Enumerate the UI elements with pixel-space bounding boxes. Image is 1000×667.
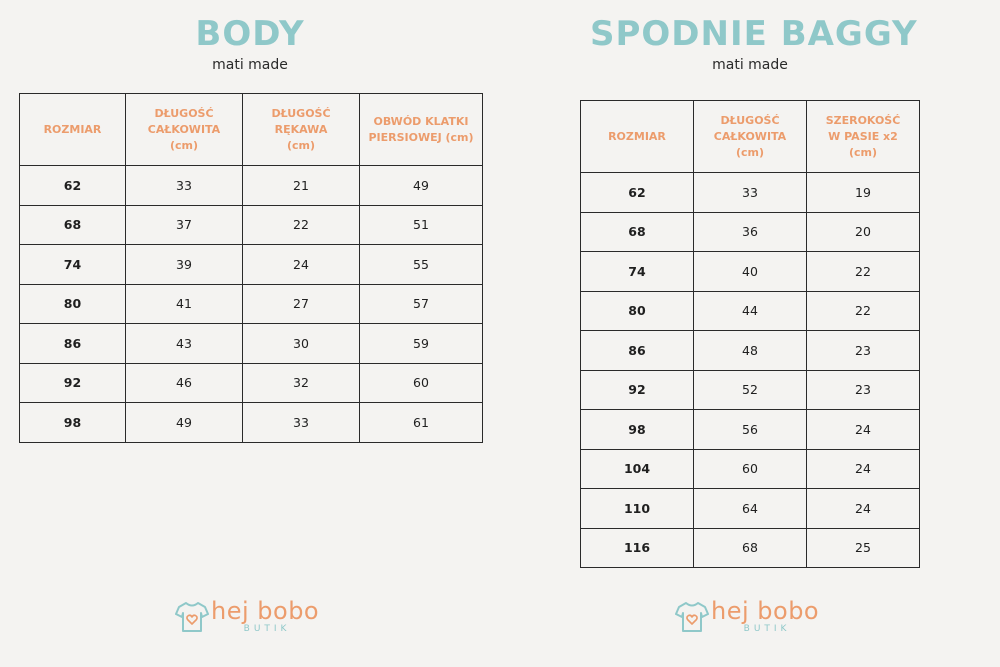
table-row — [581, 291, 920, 331]
measurement-cell: 30 — [243, 324, 360, 364]
header-rozmiar: ROZMIAR — [20, 94, 126, 166]
size-cell: 62 — [20, 166, 126, 206]
measurement-cell: 33 — [126, 166, 243, 206]
measurement-cell: 27 — [243, 284, 360, 324]
measurement-cell: 22 — [243, 205, 360, 245]
measurement-cell: 22 — [807, 252, 920, 292]
size-cell: 98 — [581, 410, 694, 450]
measurement-cell: 59 — [360, 324, 483, 364]
measurement-cell: 20 — [807, 212, 920, 252]
tshirt-heart-icon — [175, 600, 209, 634]
measurement-cell: 43 — [126, 324, 243, 364]
brand-name: hej bobo — [711, 597, 820, 625]
brand-sub: BUTIK — [243, 624, 291, 634]
size-cell: 92 — [581, 370, 694, 410]
header-dlugosc-calkowita: DŁUGOŚĆ CAŁKOWITA (cm) — [694, 101, 807, 173]
measurement-cell: 25 — [807, 528, 920, 568]
measurement-cell: 39 — [126, 245, 243, 285]
body-subtitle: mati made — [212, 57, 288, 73]
measurement-cell: 24 — [807, 489, 920, 529]
size-cell: 68 — [581, 212, 694, 252]
measurement-cell: 24 — [807, 410, 920, 450]
body-size-table — [19, 93, 483, 443]
size-cell: 86 — [581, 331, 694, 371]
measurement-cell: 33 — [694, 173, 807, 213]
measurement-cell: 64 — [694, 489, 807, 529]
table-row — [581, 212, 920, 252]
measurement-cell: 49 — [126, 403, 243, 443]
header-rozmiar: ROZMIAR — [581, 101, 694, 173]
measurement-cell: 36 — [694, 212, 807, 252]
table-row — [20, 284, 483, 324]
size-cell: 98 — [20, 403, 126, 443]
measurement-cell: 23 — [807, 331, 920, 371]
size-cell: 62 — [581, 173, 694, 213]
table-row — [581, 252, 920, 292]
measurement-cell: 44 — [694, 291, 807, 331]
measurement-cell: 33 — [243, 403, 360, 443]
table-row — [581, 528, 920, 568]
tshirt-heart-icon — [675, 600, 709, 634]
measurement-cell: 61 — [360, 403, 483, 443]
measurement-cell: 32 — [243, 363, 360, 403]
size-cell: 80 — [20, 284, 126, 324]
table-row — [20, 245, 483, 285]
measurement-cell: 68 — [694, 528, 807, 568]
measurement-cell: 21 — [243, 166, 360, 206]
table-row — [581, 173, 920, 213]
measurement-cell: 46 — [126, 363, 243, 403]
measurement-cell: 37 — [126, 205, 243, 245]
measurement-cell: 24 — [243, 245, 360, 285]
body-title: BODY — [195, 14, 305, 54]
measurement-cell: 60 — [694, 449, 807, 489]
measurement-cell: 55 — [360, 245, 483, 285]
brand-sub: BUTIK — [743, 624, 791, 634]
measurement-cell: 24 — [807, 449, 920, 489]
table-row — [20, 205, 483, 245]
table-row — [20, 403, 483, 443]
size-cell: 68 — [20, 205, 126, 245]
brand-logo-right — [675, 598, 819, 635]
header-szerokosc-w-pasie: SZEROKOŚĆ W PASIE x2 (cm) — [807, 101, 920, 173]
measurement-cell: 57 — [360, 284, 483, 324]
table-row — [581, 410, 920, 450]
table-row — [20, 324, 483, 364]
header-dlugosc-rekawa: DŁUGOŚĆ RĘKAWA (cm) — [243, 94, 360, 166]
table-row — [581, 489, 920, 529]
brand-name: hej bobo — [211, 597, 320, 625]
measurement-cell: 49 — [360, 166, 483, 206]
header-dlugosc-calkowita: DŁUGOŚĆ CAŁKOWITA (cm) — [126, 94, 243, 166]
size-cell: 86 — [20, 324, 126, 364]
size-cell: 104 — [581, 449, 694, 489]
brand-logo-left — [175, 598, 319, 635]
pants-subtitle: mati made — [712, 57, 788, 73]
table-row — [20, 363, 483, 403]
measurement-cell: 51 — [360, 205, 483, 245]
size-cell: 80 — [581, 291, 694, 331]
measurement-cell: 56 — [694, 410, 807, 450]
table-row — [581, 449, 920, 489]
size-cell: 74 — [581, 252, 694, 292]
measurement-cell: 22 — [807, 291, 920, 331]
size-cell: 110 — [581, 489, 694, 529]
measurement-cell: 40 — [694, 252, 807, 292]
pants-size-table — [580, 100, 920, 568]
measurement-cell: 23 — [807, 370, 920, 410]
table-row — [20, 166, 483, 206]
table-row — [581, 331, 920, 371]
size-cell: 74 — [20, 245, 126, 285]
pants-title: SPODNIE BAGGY — [590, 14, 918, 54]
header-obwod-klatki: OBWÓD KLATKI PIERSIOWEJ (cm) — [360, 94, 483, 166]
measurement-cell: 19 — [807, 173, 920, 213]
measurement-cell: 60 — [360, 363, 483, 403]
measurement-cell: 52 — [694, 370, 807, 410]
size-cell: 116 — [581, 528, 694, 568]
measurement-cell: 48 — [694, 331, 807, 371]
table-row — [581, 370, 920, 410]
measurement-cell: 41 — [126, 284, 243, 324]
size-cell: 92 — [20, 363, 126, 403]
